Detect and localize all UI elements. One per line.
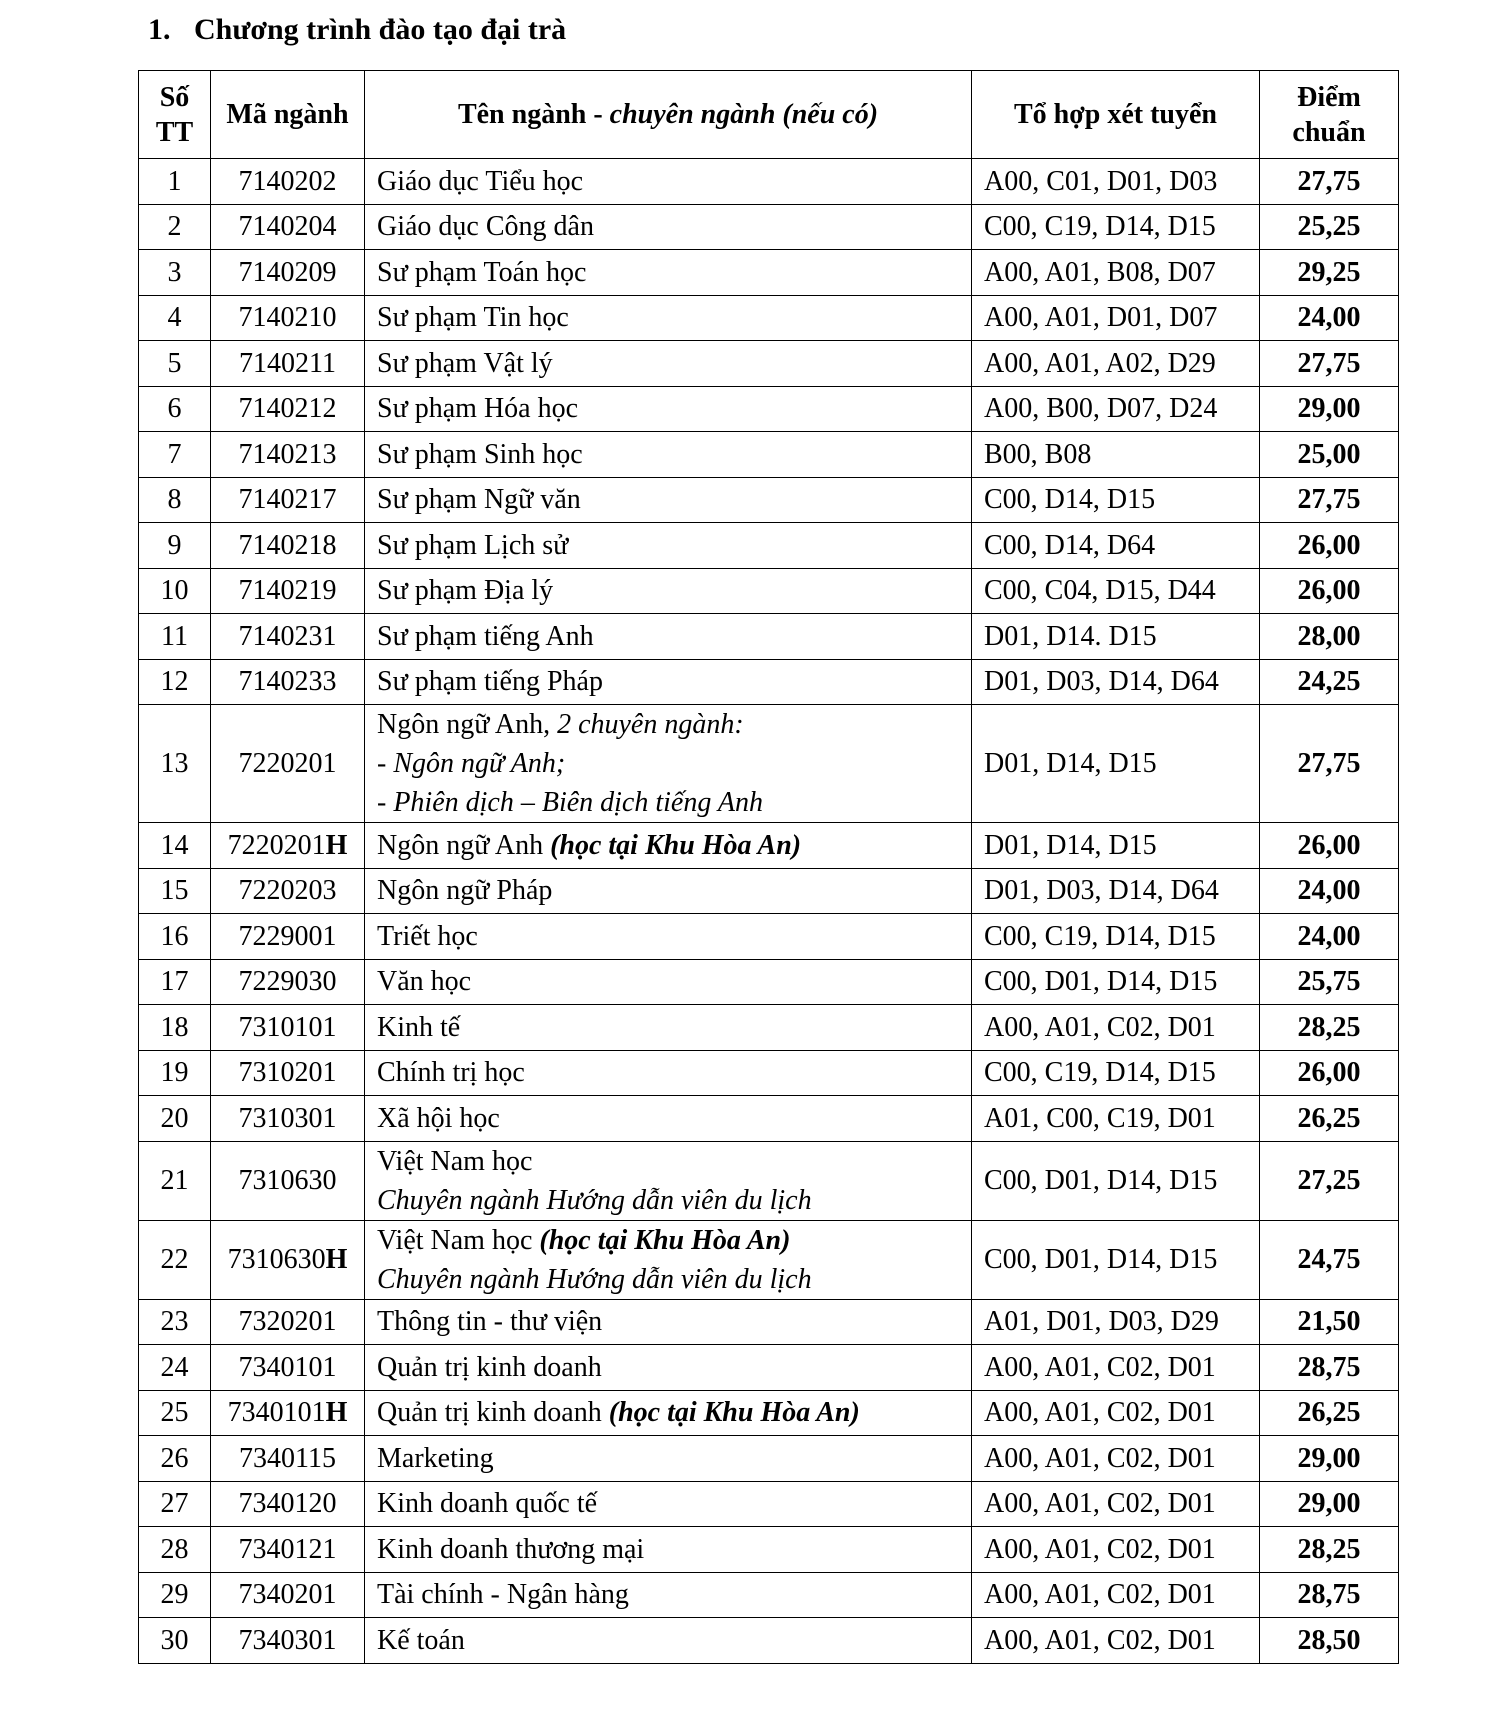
- major-name-cell: [365, 386, 972, 432]
- major-name: Xã hội học: [377, 1102, 500, 1134]
- major-code-suffix: H: [325, 829, 348, 861]
- major-code: [211, 823, 365, 869]
- major-name: Kinh doanh thương mại: [377, 1533, 645, 1565]
- major-name-cell: [365, 523, 972, 569]
- row-number: 14: [139, 823, 211, 869]
- major-name-cell: [365, 914, 972, 960]
- header-name: Tên ngành - chuyên ngành (nếu có): [365, 71, 972, 159]
- major-code-number: 7340101: [238, 1351, 337, 1383]
- major-code-number: 7140212: [238, 393, 337, 425]
- major-code: [211, 1527, 365, 1573]
- major-name-line: [377, 1348, 971, 1387]
- table-row: [139, 1220, 1399, 1299]
- major-code: [211, 1481, 365, 1527]
- major-name: Sư phạm Sinh học: [377, 438, 583, 470]
- major-code-number: 7140231: [238, 620, 337, 652]
- subject-combinations: A00, A01, C02, D01: [972, 1390, 1260, 1436]
- table-row: [139, 959, 1399, 1005]
- major-code-number: 7310630: [227, 1244, 326, 1275]
- major-name: Sư phạm tiếng Anh: [377, 620, 594, 652]
- major-code-number: 7340301: [238, 1624, 337, 1656]
- major-name-line: [377, 298, 971, 337]
- row-number: 15: [139, 868, 211, 914]
- row-number: 22: [139, 1220, 211, 1299]
- row-number: 5: [139, 341, 211, 387]
- subject-combinations: A01, C00, C19, D01: [972, 1096, 1260, 1142]
- major-code: [211, 432, 365, 478]
- specialization: - Phiên dịch – Biên dịch tiếng Anh: [377, 787, 763, 818]
- subject-combinations: A00, A01, C02, D01: [972, 1527, 1260, 1573]
- row-number: 2: [139, 204, 211, 250]
- table-row: [139, 914, 1399, 960]
- major-name: Kinh tế: [377, 1011, 461, 1043]
- major-code: [211, 159, 365, 205]
- table-row: [139, 159, 1399, 205]
- table-row: [139, 477, 1399, 523]
- major-code: [211, 295, 365, 341]
- table-row: [139, 250, 1399, 296]
- row-number: 6: [139, 386, 211, 432]
- major-code-number: 7310301: [238, 1102, 337, 1134]
- cutoff-score: 21,50: [1260, 1299, 1399, 1345]
- major-name-line: [377, 871, 971, 910]
- cutoff-score: 27,75: [1260, 477, 1399, 523]
- major-code-number: 7229001: [238, 920, 337, 952]
- major-code-number: 7140202: [238, 165, 337, 197]
- major-name: Sư phạm Hóa học: [377, 393, 579, 425]
- header-combo: Tổ hợp xét tuyển: [972, 71, 1260, 159]
- table-row: [139, 1005, 1399, 1051]
- major-name: Quản trị kinh doanh: [377, 1351, 602, 1383]
- major-name-italic: 2 chuyên ngành:: [557, 709, 744, 740]
- major-code: [211, 341, 365, 387]
- subject-combinations: A00, A01, D01, D07: [972, 295, 1260, 341]
- subject-combinations: A00, A01, C02, D01: [972, 1481, 1260, 1527]
- major-name-line: [377, 1142, 971, 1181]
- row-number: 9: [139, 523, 211, 569]
- major-code: [211, 250, 365, 296]
- major-name-cell: [365, 1390, 972, 1436]
- table-header-row: [139, 71, 1399, 159]
- major-name-cell: [365, 1572, 972, 1618]
- cutoff-score: 27,75: [1260, 341, 1399, 387]
- cutoff-score: 29,25: [1260, 250, 1399, 296]
- section-number: 1.: [148, 13, 171, 46]
- major-name: Sư phạm Địa lý: [377, 575, 554, 607]
- cutoff-score: 27,75: [1260, 159, 1399, 205]
- major-name-line: [377, 962, 971, 1001]
- subject-combinations: B00, B08: [972, 432, 1260, 478]
- major-code-number: 7220201: [227, 829, 326, 861]
- subject-combinations: D01, D14. D15: [972, 614, 1260, 660]
- table-row: [139, 1481, 1399, 1527]
- cutoff-score: 24,00: [1260, 868, 1399, 914]
- row-number: 20: [139, 1096, 211, 1142]
- subject-combinations: C00, D01, D14, D15: [972, 959, 1260, 1005]
- major-code: [211, 477, 365, 523]
- header-code: Mã ngành: [211, 71, 365, 159]
- subject-combinations: A00, C01, D01, D03: [972, 159, 1260, 205]
- major-name-line: [377, 1530, 971, 1569]
- major-name-line: [377, 435, 971, 474]
- major-code: [211, 914, 365, 960]
- table-row: [139, 295, 1399, 341]
- subject-combinations: C00, D14, D64: [972, 523, 1260, 569]
- major-name: Triết học: [377, 920, 478, 952]
- cutoff-score: 28,75: [1260, 1345, 1399, 1391]
- major-name-line: [377, 480, 971, 519]
- major-code-number: 7340101: [227, 1397, 326, 1429]
- major-code: [211, 1345, 365, 1391]
- major-code-number: 7140218: [238, 529, 337, 561]
- major-name-cell: [365, 705, 972, 823]
- cutoff-score: 29,00: [1260, 1436, 1399, 1482]
- row-number: 21: [139, 1141, 211, 1220]
- subject-combinations: A00, A01, C02, D01: [972, 1618, 1260, 1664]
- major-name-line: [377, 1221, 971, 1260]
- table-row: [139, 1390, 1399, 1436]
- section-heading: [148, 8, 566, 52]
- cutoff-score: 28,00: [1260, 614, 1399, 660]
- major-code-number: 7140213: [238, 438, 337, 470]
- major-code: [211, 1436, 365, 1482]
- row-number: 11: [139, 614, 211, 660]
- subject-combinations: A00, A01, C02, D01: [972, 1572, 1260, 1618]
- subject-combinations: C00, D01, D14, D15: [972, 1141, 1260, 1220]
- major-name: Văn học: [377, 966, 472, 998]
- table-row: [139, 432, 1399, 478]
- cutoff-score: 28,25: [1260, 1005, 1399, 1051]
- row-number: 28: [139, 1527, 211, 1573]
- major-name-line: [377, 1484, 971, 1523]
- major-code-number: 7140217: [238, 484, 337, 516]
- major-name-cell: [365, 1481, 972, 1527]
- table-row: [139, 1096, 1399, 1142]
- major-code: [211, 1141, 365, 1220]
- major-name: Sư phạm Ngữ văn: [377, 484, 581, 516]
- major-code-number: 7140209: [238, 256, 337, 288]
- subject-combinations: A00, B00, D07, D24: [972, 386, 1260, 432]
- major-code-suffix: H: [325, 1244, 348, 1275]
- major-name-line: [377, 1393, 971, 1432]
- cutoff-score: 24,00: [1260, 295, 1399, 341]
- major-code: [211, 386, 365, 432]
- major-name-cell: [365, 1436, 972, 1482]
- major-name-cell: [365, 1345, 972, 1391]
- major-code-number: 7320201: [238, 1306, 337, 1338]
- table-row: [139, 568, 1399, 614]
- major-name-cell: [365, 1299, 972, 1345]
- major-code-number: 7140210: [238, 302, 337, 334]
- major-code: [211, 1572, 365, 1618]
- row-number: 8: [139, 477, 211, 523]
- row-number: 29: [139, 1572, 211, 1618]
- cutoff-score: 29,00: [1260, 1481, 1399, 1527]
- table-row: [139, 1527, 1399, 1573]
- major-name-line: [377, 207, 971, 246]
- major-name: Quản trị kinh doanh: [377, 1397, 609, 1429]
- major-name-cell: [365, 659, 972, 705]
- row-number: 10: [139, 568, 211, 614]
- major-name-line: [377, 526, 971, 565]
- major-name-line: [377, 389, 971, 428]
- row-number: 17: [139, 959, 211, 1005]
- row-number: 18: [139, 1005, 211, 1051]
- major-name-cell: [365, 477, 972, 523]
- subject-combinations: A00, A01, A02, D29: [972, 341, 1260, 387]
- table-row: [139, 1572, 1399, 1618]
- major-code: [211, 868, 365, 914]
- table-row: [139, 386, 1399, 432]
- cutoff-score: 26,00: [1260, 568, 1399, 614]
- major-code: [211, 705, 365, 823]
- cutoff-score: 26,25: [1260, 1096, 1399, 1142]
- major-name-cell: [365, 1005, 972, 1051]
- major-code-number: 7140204: [238, 211, 337, 243]
- table-row: [139, 868, 1399, 914]
- cutoff-score: 24,75: [1260, 1220, 1399, 1299]
- major-code: [211, 1390, 365, 1436]
- major-code-number: 7140219: [238, 575, 337, 607]
- table-row: [139, 204, 1399, 250]
- row-number: 12: [139, 659, 211, 705]
- major-name: Marketing: [377, 1442, 494, 1474]
- subject-combinations: D01, D14, D15: [972, 705, 1260, 823]
- major-name-line: [377, 1621, 971, 1660]
- major-name-cell: [365, 1141, 972, 1220]
- table-row: [139, 614, 1399, 660]
- major-code-number: 7140233: [238, 666, 337, 698]
- major-name: Ngôn ngữ Anh: [377, 829, 551, 861]
- major-name: Việt Nam học: [377, 1224, 540, 1256]
- major-name-line: [377, 1053, 971, 1092]
- row-number: 1: [139, 159, 211, 205]
- major-name-cell: [365, 1220, 972, 1299]
- row-number: 26: [139, 1436, 211, 1482]
- major-name-line: [377, 917, 971, 956]
- major-name-line: [377, 1008, 971, 1047]
- major-name: Kế toán: [377, 1624, 465, 1656]
- major-name-line: [377, 705, 971, 744]
- major-name-cell: [365, 614, 972, 660]
- major-code-number: 7220201: [238, 748, 337, 779]
- cutoff-score: 27,25: [1260, 1141, 1399, 1220]
- major-code-number: 7340201: [238, 1579, 337, 1611]
- section-title: Chương trình đào tạo đại trà: [194, 13, 567, 46]
- major-name-cell: [365, 823, 972, 869]
- major-code-number: 7229030: [238, 966, 337, 998]
- major-name: Sư phạm Tin học: [377, 302, 569, 334]
- major-name-cell: [365, 432, 972, 478]
- major-code-number: 7310201: [238, 1057, 337, 1089]
- major-code: [211, 1220, 365, 1299]
- cutoff-score: 28,75: [1260, 1572, 1399, 1618]
- campus-note: (học tại Khu Hòa An): [539, 1224, 791, 1256]
- major-name-cell: [365, 204, 972, 250]
- major-name: Giáo dục Tiểu học: [377, 165, 584, 197]
- subject-combinations: D01, D03, D14, D64: [972, 868, 1260, 914]
- table-row: [139, 659, 1399, 705]
- row-number: 3: [139, 250, 211, 296]
- major-name-line: [377, 253, 971, 292]
- row-number: 25: [139, 1390, 211, 1436]
- major-name-cell: [365, 1527, 972, 1573]
- subject-combinations: A01, D01, D03, D29: [972, 1299, 1260, 1345]
- major-code: [211, 1096, 365, 1142]
- subject-combinations: D01, D03, D14, D64: [972, 659, 1260, 705]
- campus-note: (học tại Khu Hòa An): [608, 1397, 860, 1429]
- major-code-number: 7310630: [238, 1165, 337, 1196]
- major-name-cell: [365, 341, 972, 387]
- major-name: Sư phạm Vật lý: [377, 347, 553, 379]
- cutoff-score: 28,50: [1260, 1618, 1399, 1664]
- major-code-number: 7340121: [238, 1533, 337, 1565]
- major-name-cell: [365, 250, 972, 296]
- major-name-line: [377, 1575, 971, 1614]
- row-number: 4: [139, 295, 211, 341]
- major-name-line: [377, 162, 971, 201]
- specialization: Chuyên ngành Hướng dẫn viên du lịch: [377, 1184, 812, 1216]
- major-name-line: [377, 1439, 971, 1478]
- major-name-cell: [365, 568, 972, 614]
- table-row: [139, 523, 1399, 569]
- major-code: [211, 1050, 365, 1096]
- major-code-number: 7310101: [238, 1011, 337, 1043]
- cutoff-score: 26,00: [1260, 823, 1399, 869]
- cutoff-score: 28,25: [1260, 1527, 1399, 1573]
- row-number: 7: [139, 432, 211, 478]
- major-name: Ngôn ngữ Pháp: [377, 875, 553, 907]
- campus-note: (học tại Khu Hòa An): [550, 829, 802, 861]
- major-name-cell: [365, 159, 972, 205]
- subject-combinations: A00, A01, C02, D01: [972, 1436, 1260, 1482]
- major-code: [211, 1618, 365, 1664]
- subject-combinations: C00, C19, D14, D15: [972, 204, 1260, 250]
- major-name-cell: [365, 1096, 972, 1142]
- major-name: Sư phạm tiếng Pháp: [377, 666, 603, 698]
- major-code: [211, 1005, 365, 1051]
- subject-combinations: C00, C04, D15, D44: [972, 568, 1260, 614]
- major-name-cell: [365, 295, 972, 341]
- table-row: [139, 1436, 1399, 1482]
- major-name: Chính trị học: [377, 1057, 525, 1089]
- major-name-cell: [365, 1618, 972, 1664]
- row-number: 27: [139, 1481, 211, 1527]
- cutoff-score: 26,00: [1260, 523, 1399, 569]
- major-name: Ngôn ngữ Anh,: [377, 709, 558, 740]
- specialization: Chuyên ngành Hướng dẫn viên du lịch: [377, 1263, 812, 1295]
- cutoff-score: 24,25: [1260, 659, 1399, 705]
- major-code-number: 7220203: [238, 875, 337, 907]
- major-name-line: [377, 826, 971, 865]
- cutoff-score: 24,00: [1260, 914, 1399, 960]
- major-name-cell: [365, 959, 972, 1005]
- major-code: [211, 523, 365, 569]
- major-name-line: [377, 1099, 971, 1138]
- table-row: [139, 1050, 1399, 1096]
- cutoff-score: 25,00: [1260, 432, 1399, 478]
- cutoff-score: 26,00: [1260, 1050, 1399, 1096]
- major-code: [211, 204, 365, 250]
- major-code: [211, 614, 365, 660]
- subject-combinations: A00, A01, C02, D01: [972, 1345, 1260, 1391]
- subject-combinations: C00, C19, D14, D15: [972, 914, 1260, 960]
- major-name: Kinh doanh quốc tế: [377, 1488, 598, 1520]
- major-code: [211, 568, 365, 614]
- major-code: [211, 1299, 365, 1345]
- subject-combinations: D01, D14, D15: [972, 823, 1260, 869]
- row-number: 19: [139, 1050, 211, 1096]
- major-code-number: 7340120: [238, 1488, 337, 1520]
- subject-combinations: C00, C19, D14, D15: [972, 1050, 1260, 1096]
- cutoff-score: 29,00: [1260, 386, 1399, 432]
- major-name: Việt Nam học: [377, 1145, 533, 1177]
- major-name-line: [377, 1302, 971, 1341]
- major-code: [211, 959, 365, 1005]
- major-code: [211, 659, 365, 705]
- header-stt: Số TT: [139, 71, 211, 159]
- table-row: [139, 1618, 1399, 1664]
- cutoff-score: 27,75: [1260, 705, 1399, 823]
- cutoff-score: 25,25: [1260, 204, 1399, 250]
- row-number: 16: [139, 914, 211, 960]
- table-row: [139, 1345, 1399, 1391]
- table-row: [139, 705, 1399, 823]
- major-name-line: [377, 571, 971, 610]
- major-code-suffix: H: [325, 1397, 348, 1429]
- table-row: [139, 1299, 1399, 1345]
- major-code-number: 7340115: [239, 1442, 336, 1474]
- cutoff-score: 25,75: [1260, 959, 1399, 1005]
- subject-combinations: A00, A01, C02, D01: [972, 1005, 1260, 1051]
- cutoff-score: 26,25: [1260, 1390, 1399, 1436]
- admission-scores-table: [138, 70, 1399, 1664]
- table-body: [139, 159, 1399, 1664]
- major-name: Thông tin - thư viện: [377, 1306, 603, 1338]
- row-number: 23: [139, 1299, 211, 1345]
- major-name: Giáo dục Công dân: [377, 211, 594, 243]
- subject-combinations: A00, A01, B08, D07: [972, 250, 1260, 296]
- major-name-line: [377, 344, 971, 383]
- row-number: 13: [139, 705, 211, 823]
- major-name-cell: [365, 868, 972, 914]
- row-number: 24: [139, 1345, 211, 1391]
- major-name: Sư phạm Toán học: [377, 256, 587, 288]
- major-name-line: [377, 662, 971, 701]
- row-number: 30: [139, 1618, 211, 1664]
- major-name: Tài chính - Ngân hàng: [377, 1579, 629, 1611]
- subject-combinations: C00, D01, D14, D15: [972, 1220, 1260, 1299]
- table-row: [139, 1141, 1399, 1220]
- major-name-line: [377, 617, 971, 656]
- specialization: - Ngôn ngữ Anh;: [377, 748, 566, 779]
- subject-combinations: C00, D14, D15: [972, 477, 1260, 523]
- major-name: Sư phạm Lịch sử: [377, 529, 569, 561]
- major-name-cell: [365, 1050, 972, 1096]
- major-code-number: 7140211: [239, 347, 336, 379]
- table-row: [139, 341, 1399, 387]
- table-row: [139, 823, 1399, 869]
- header-score: Điểm chuẩn: [1260, 71, 1399, 159]
